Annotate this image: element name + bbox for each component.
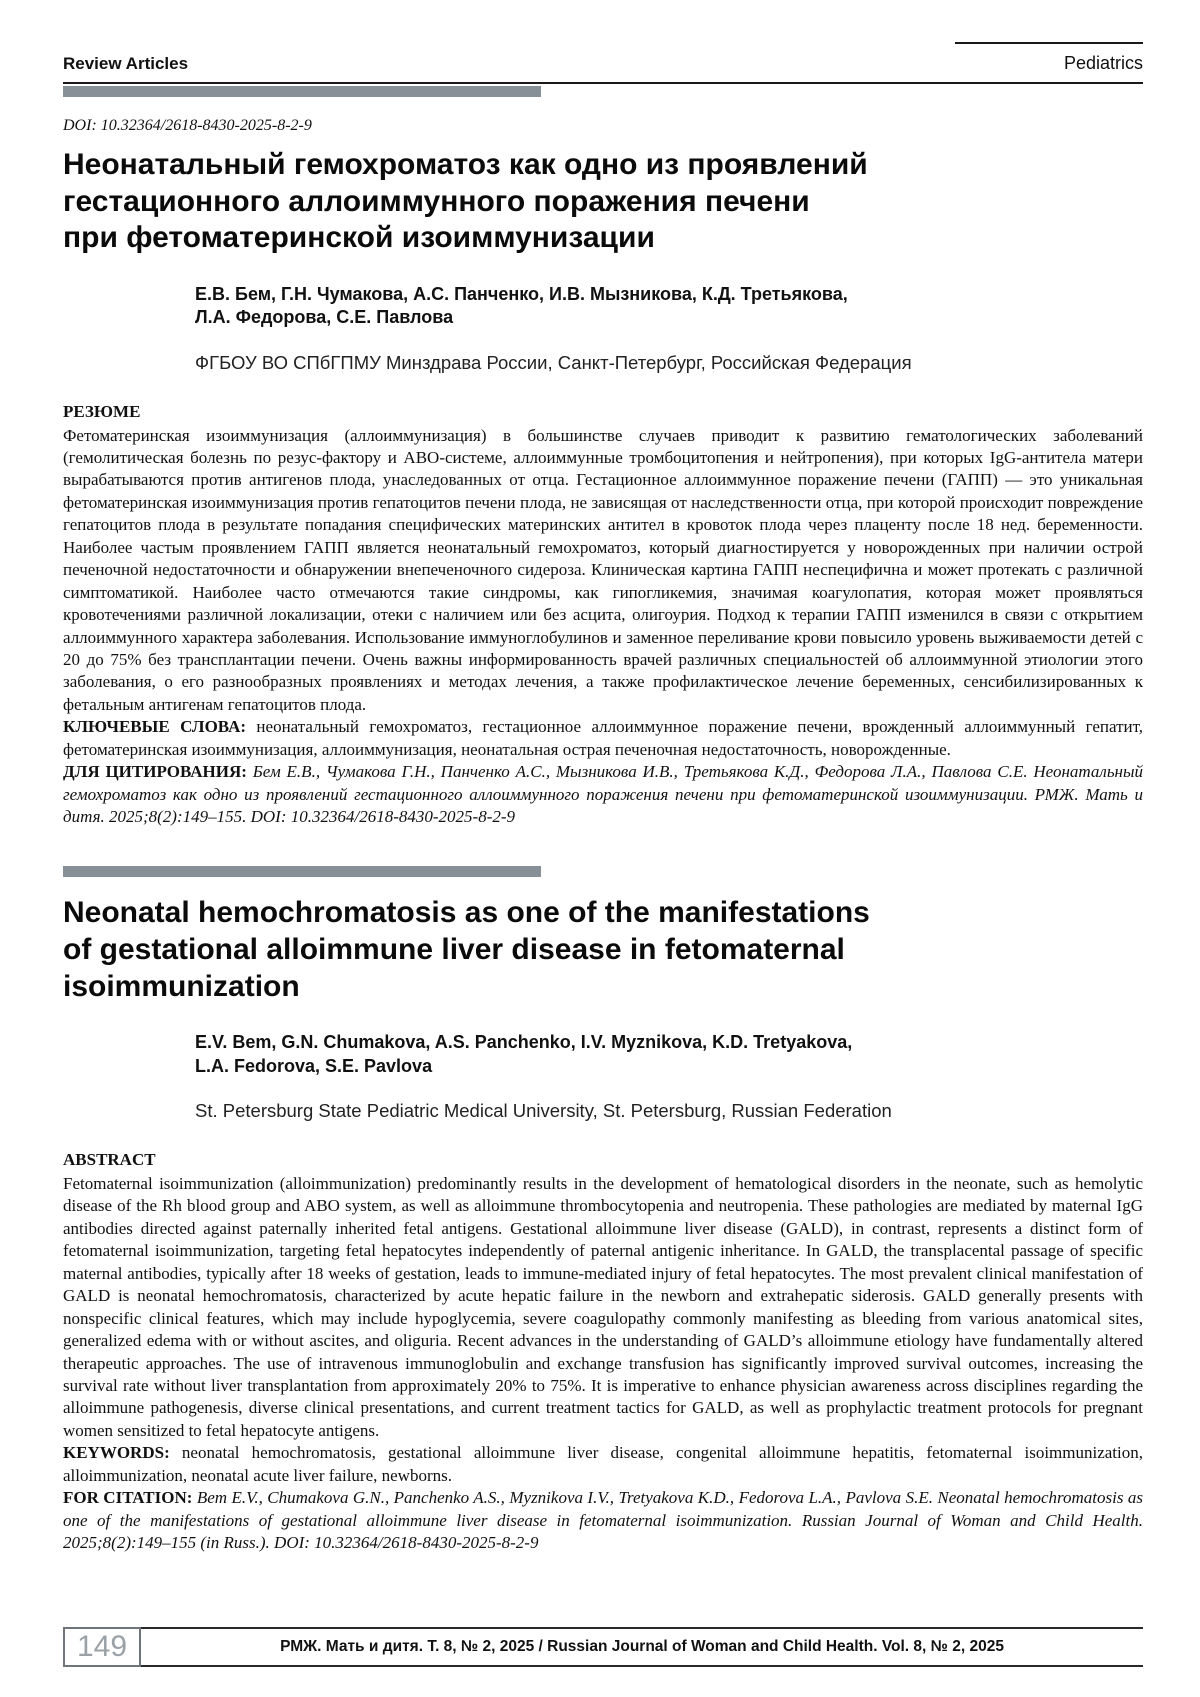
citation-label-ru: ДЛЯ ЦИТИРОВАНИЯ: [63, 762, 247, 782]
header-row [63, 53, 1143, 74]
citation-label-en: FOR CITATION: [63, 1488, 193, 1508]
journal-line: РМЖ. Мать и дитя. Т. 8, № 2, 2025 / Russian Journal of Woman and Child Health. Vol. 8, № 2, 2025 [280, 1638, 1004, 1655]
english-section [63, 895, 1143, 1554]
byline-en [195, 1031, 1143, 1122]
article-title-en: Neonatal hemochromatosis as one of the manifestations of gestational alloimmune liver disease in fetomaternal isoimmunization [63, 896, 870, 1003]
affiliation-en: St. Petersburg State Pediatric Medical University, St. Petersburg, Russian Federation [195, 1100, 892, 1121]
header-top-rule [955, 42, 1143, 44]
abstract-text-ru: Фетоматеринская изоиммунизация (аллоиммунизация) в большинстве случаев приводит к развитию гематологических заболеваний (гемолитическая болезнь по резус-фактору и АВО-системе, аллоиммунные тромбоцитопения и нейтропения), при которых IgG-антитела матери вырабатываются против антигенов плода, унаследованных от отца. Гестационное аллоиммунное поражение печени (ГАПП) — это уникальная фетоматеринская изоиммунизация против гепатоцитов печени плода, не зависящая от наследственности отца, при которой происходит повреждение гепатоцитов плода в результате попадания специфических материнских антител в кровоток плода через плаценту после 18 нед. беременности. Наиболее частым проявлением ГАПП является неонатальный гемохроматоз, который диагностируется у новорожденных при наличии острой печеночной недостаточности и обнаружении внепеченочного сидероза. Клиническая картина ГАПП неспецифична и может протекать с различной симптоматикой. Наиболее часто отмечаются такие синдромы, как гипогликемия, значимая коагулопатия, которая может проявляться кровотечениями различной локализации, отеки с наличием или без асцита, олигоурия. Подход к терапии ГАПП изменился в связи с открытием аллоиммунного характера заболевания. Использование иммуноглобулинов и заменное переливание крови повысило уровень выживаемости детей с 20 до 75% без трансплантации печени. Очень важны информированность врачей различных специальностей об аллоиммунной этиологии этого заболевания, о его разнообразных проявлениях и методах лечения, а также профилактическое лечение беременных, сенсибилизированных к фетальным антигенам гепатоцитов плода. [63, 425, 1143, 714]
page-number: 149 [77, 1630, 128, 1663]
russian-section [63, 117, 1143, 828]
authors-ru: Е.В. Бем, Г.Н. Чумакова, А.С. Панченко, И.В. Мызникова, К.Д. Третьякова, Л.А. Федорова, С.Е. Павлова [195, 283, 848, 328]
authors-en: E.V. Bem, G.N. Chumakova, A.S. Panchenko, I.V. Myznikova, K.D. Tretyakova, L.A. Fedorova, S.E. Pavlova [195, 1032, 853, 1076]
keywords-text-en: neonatal hemochromatosis, gestational alloimmune liver disease, congenital alloimmune hepatitis, fetomaternal isoimmunization, alloimmunization, neonatal acute liver failure, newborns. [63, 1443, 1143, 1485]
byline-ru [195, 283, 1143, 374]
citation-text-ru: Бем Е.В., Чумакова Г.Н., Панченко А.С., Мызникова И.В., Третьякова К.Д., Федорова Л.А., Павлова С.Е. Неонатальный гемохроматоз как одно из проявлений гестационного аллоиммунного поражения печени при фетоматеринской изоиммунизации. РМЖ. Мать и дитя. 2025;8(2):149–155. DOI: 10.32364/2618-8430-2025-8-2-9 [63, 762, 1144, 826]
keywords-text-ru: неонатальный гемохроматоз, гестационное аллоиммунное поражение печени, врожденный аллоиммунный гепатит, фетоматеринская изоиммунизация, аллоиммунизация, неонатальная острая печеночная недостаточность, новорожденные. [63, 717, 1144, 759]
article-title-ru: Неонатальный гемохроматоз как одно из проявлений гестационного аллоиммунного поражения печени при фетоматеринской изоиммунизации [63, 148, 868, 255]
page-header [63, 42, 1143, 97]
journal-info-bar [141, 1627, 1143, 1667]
section-divider-bar [63, 866, 541, 877]
keywords-label-en: KEYWORDS: [63, 1443, 170, 1463]
abstract-text-en: Fetomaternal isoimmunization (alloimmunization) predominantly results in the development of hematological disorders in the neonate, such as hemolytic disease of the Rh blood group and ABO system, as well as alloimmune thrombocytopenia and neutropenia. These pathologies are mediated by maternal IgG antibodies directed against paternally inherited fetal antigens. Gestational alloimmune liver disease (GALD), in contrast, represents a distinct form of fetomaternal isoimmunization, targeting fetal hepatocytes independently of paternal antigenic inheritance. In GALD, the transplacental passage of specific maternal antibodies, typically after 18 weeks of gestation, leads to immune-mediated injury of fetal hepatocytes. The most prevalent clinical manifestation of GALD is neonatal hemochromatosis, characterized by acute hepatic failure in the newborn and extrahepatic siderosis. GALD generally presents with nonspecific clinical features, which may include hypoglycemia, severe coagulopathy commonly manifesting as bleeding from various anatomical sites, generalized edema with or without ascites, and oliguria. Recent advances in the understanding of GALD’s alloimmune etiology have fundamentally altered therapeutic approaches. The use of intravenous immunoglobulin and exchange transfusion has significantly improved survival outcomes, increasing the survival rate without liver transplantation from approximately 20% to 75%. It is imperative to enhance physician awareness across disciplines regarding the alloimmune pathogenesis, diverse clinical presentations, and current treatment tactics for GALD, as well as prophylactic treatment protocols for pregnant women sensitized to fetal hepatocyte antigens. [63, 1174, 1143, 1440]
citation-en [63, 1487, 1143, 1554]
affiliation-ru: ФГБОУ ВО СПбГПМУ Минздрава России, Санкт-Петербург, Российская Федерация [195, 351, 912, 373]
doi-ru: DOI: 10.32364/2618-8430-2025-8-2-9 [63, 117, 312, 134]
citation-text-en: Bem E.V., Chumakova G.N., Panchenko A.S., Myznikova I.V., Tretyakova K.D., Fedorova L.A., Pavlova S.E. Neonatal hemochromatosis as one of the manifestations of gestational alloimmune liver disease in fetomaternal isoimmunization. Russian Journal of Woman and Child Health. 2025;8(2):149–155 (in Russ.). DOI: 10.32364/2618-8430-2025-8-2-9 [63, 1488, 1144, 1552]
header-rule [63, 82, 1143, 84]
keywords-en [63, 1442, 1143, 1487]
page-number-box [63, 1627, 141, 1667]
page-footer [63, 1627, 1143, 1667]
abstract-heading-en: ABSTRACT [63, 1150, 156, 1169]
citation-ru [63, 761, 1143, 828]
abstract-heading-ru: РЕЗЮМЕ [63, 401, 141, 421]
section-label: Review Articles [63, 54, 189, 73]
category-label: Pediatrics [1063, 53, 1143, 73]
header-accent-bar [63, 86, 541, 97]
keywords-ru [63, 716, 1143, 761]
keywords-label-ru: КЛЮЧЕВЫЕ СЛОВА: [63, 717, 247, 737]
